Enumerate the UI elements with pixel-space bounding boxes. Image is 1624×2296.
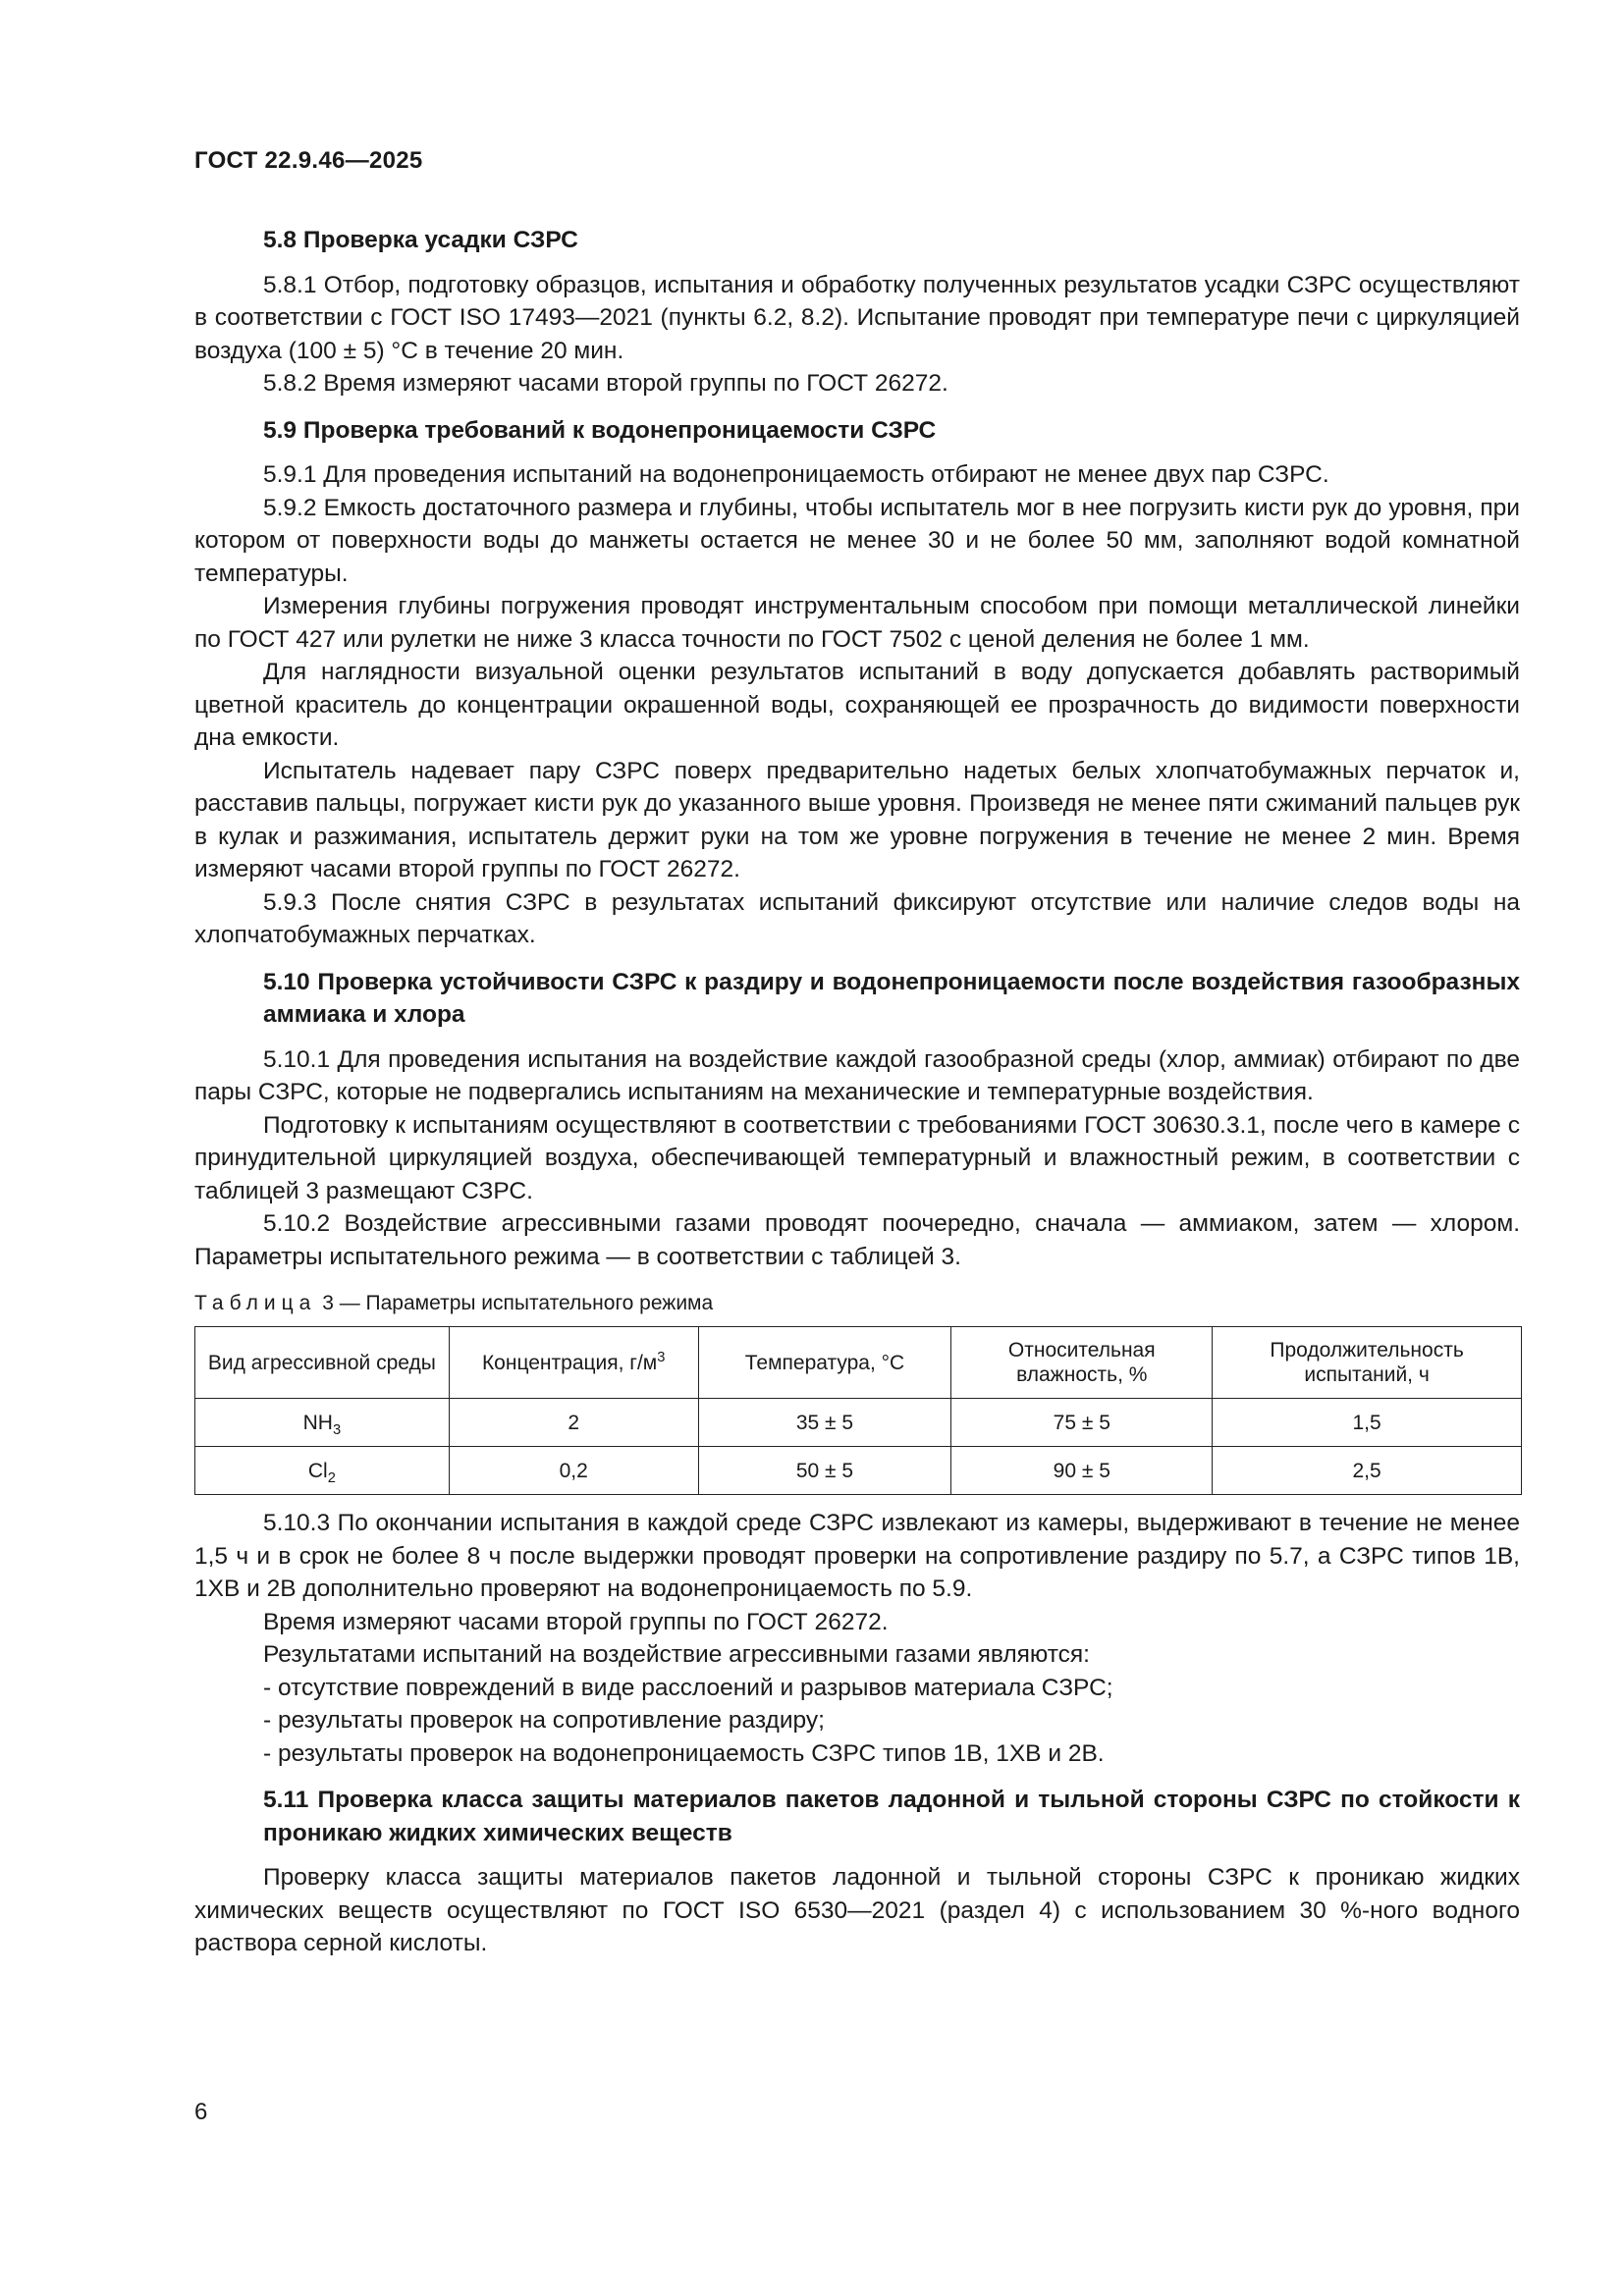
cell-medium [195,1399,450,1447]
col-header-medium: Вид агрессивной среды [195,1327,450,1399]
page-content [194,224,1520,1960]
section-5-8-heading: 5.8 Проверка усадки СЗРС [263,227,578,253]
list-item: - результаты проверок на сопротивление раздиру; [263,1707,825,1734]
cell-humidity: 75 ± 5 [951,1399,1213,1447]
page-number: 6 [194,2099,208,2125]
paragraph: 5.9.1 Для проведения испытаний на водонепроницаемость отбирают не менее двух пар СЗРС. [263,461,1329,488]
paragraph: 5.9.2 Емкость достаточного размера и глубины, чтобы испытатель мог в нее погрузить кисти рук до уровня, при котором от поверхности воды до манжеты остается не менее 30 и не более 50 мм, заполняют водой комнатной температуры. [194,494,1520,587]
section-5-10-heading: 5.10 Проверка устойчивости СЗРС к раздиру и водонепроницаемости после воздействия газообразных аммиака и хлора [263,968,1520,1028]
cell-duration: 2,5 [1213,1447,1522,1495]
paragraph: 5.10.2 Воздействие агрессивными газами проводят поочередно, сначала — аммиаком, затем — хлором. Параметры испытательного режима — в соответствии с таблицей 3. [194,1210,1520,1270]
table-row [195,1447,1522,1495]
paragraph: Результатами испытаний на воздействие агрессивными газами являются: [263,1641,1090,1668]
cell-humidity: 90 ± 5 [951,1447,1213,1495]
paragraph: Проверку класса защиты материалов пакетов ладонной и тыльной стороны СЗРС к проникаю жидких химических веществ осуществляют по ГОСТ ISO 6530—2021 (раздел 4) с использованием 30 %-ного водного раствора серной кислоты. [194,1864,1520,1956]
cell-concentration: 0,2 [449,1447,698,1495]
table-caption-text: 3 — Параметры испытательного режима [322,1292,714,1314]
paragraph: 5.9.3 После снятия СЗРС в результатах испытаний фиксируют отсутствие или наличие следов воды на хлопчатобумажных перчатках. [194,888,1520,948]
section-5-11-heading: 5.11 Проверка класса защиты материалов пакетов ладонной и тыльной стороны СЗРС по стойкости к проникаю жидких химических веществ [263,1787,1520,1846]
paragraph: Для наглядности визуальной оценки результатов испытаний в воду допускается добавлять растворимый цветной краситель до концентрации окрашенной воды, сохраняющей ее прозрачность до видимости поверхности дна емкости. [194,659,1520,751]
cell-medium-text: Cl [307,1459,328,1482]
doc-header: ГОСТ 22.9.46—2025 [194,147,423,174]
section-5-9-heading: 5.9 Проверка требований к водонепроницаемости СЗРС [263,416,937,444]
paragraph: Время измеряют часами второй группы по ГОСТ 26272. [263,1608,889,1635]
table-row [195,1399,1522,1447]
paragraph: Испытатель надевает пару СЗРС поверх предварительно надетых белых хлопчатобумажных перчаток и, расставив пальцы, погружает кисти рук до указанного выше уровня. Произведя не менее пяти сжиманий пальцев рук в кулак и разжимания, испытатель держит руки на том же уровне погружения в течение не менее 2 мин. Время измеряют часами второй группы по ГОСТ 26272. [194,757,1520,882]
cell-temperature: 35 ± 5 [698,1399,951,1447]
paragraph: Измерения глубины погружения проводят инструментальным способом при помощи металлической линейки по ГОСТ 427 или рулетки не ниже 3 класса точности по ГОСТ 7502 с ценой деления не более 1 мм. [194,593,1520,653]
col-header-temperature: Температура, °С [698,1327,951,1399]
superscript: 3 [657,1349,666,1365]
cell-temperature: 50 ± 5 [698,1447,951,1495]
paragraph: 5.8.2 Время измеряют часами второй группы по ГОСТ 26272. [263,370,948,397]
list-item: - отсутствие повреждений в виде расслоений и разрывов материала СЗРС; [263,1674,1113,1701]
col-header-concentration-text: Концентрация, г/м [481,1351,658,1374]
paragraph: 5.10.1 Для проведения испытания на воздействие каждой газообразной среды (хлор, аммиак) отбирают по две пары СЗРС, которые не подвергались испытаниям на механические и температурные воздействия. [194,1045,1520,1105]
col-header-duration: Продолжительность испытаний, ч [1213,1327,1522,1399]
cell-medium [195,1447,450,1495]
col-header-concentration [449,1327,698,1399]
subscript: 2 [327,1469,336,1486]
cell-duration: 1,5 [1213,1399,1522,1447]
cell-concentration: 2 [449,1399,698,1447]
paragraph: Подготовку к испытаниям осуществляют в соответствии с требованиями ГОСТ 30630.3.1, после чего в камере с принудительной циркуляцией воздуха, обеспечивающей температурный и влажностный режим, в соответствии с таблицей 3 размещают СЗРС. [194,1111,1520,1204]
parameters-table [194,1326,1522,1495]
table-header-row [195,1327,1522,1399]
table-caption [194,1289,1520,1318]
list-item: - результаты проверок на водонепроницаемость СЗРС типов 1В, 1ХВ и 2В. [263,1739,1105,1767]
col-header-humidity: Относительная влажность, % [951,1327,1213,1399]
table-caption-word: Таблица [194,1292,317,1314]
subscript: 3 [332,1421,342,1438]
cell-medium-text: NH [302,1411,333,1434]
paragraph: 5.8.1 Отбор, подготовку образцов, испытания и обработку полученных результатов усадки СЗРС осуществляют в соответствии с ГОСТ ISO 17493—2021 (пункты 6.2, 8.2). Испытание проводят при температуре печи с циркуляцией воздуха (100 ± 5) °С в течение 20 мин. [194,271,1520,364]
paragraph: 5.10.3 По окончании испытания в каждой среде СЗРС извлекают из камеры, выдерживают в течение не менее 1,5 ч и в срок не более 8 ч после выдержки проводят проверки на сопротивление раздиру по 5.7, а СЗРС типов 1В, 1ХВ и 2В дополнительно проверяют на водонепроницаемость по 5.9. [194,1510,1520,1602]
